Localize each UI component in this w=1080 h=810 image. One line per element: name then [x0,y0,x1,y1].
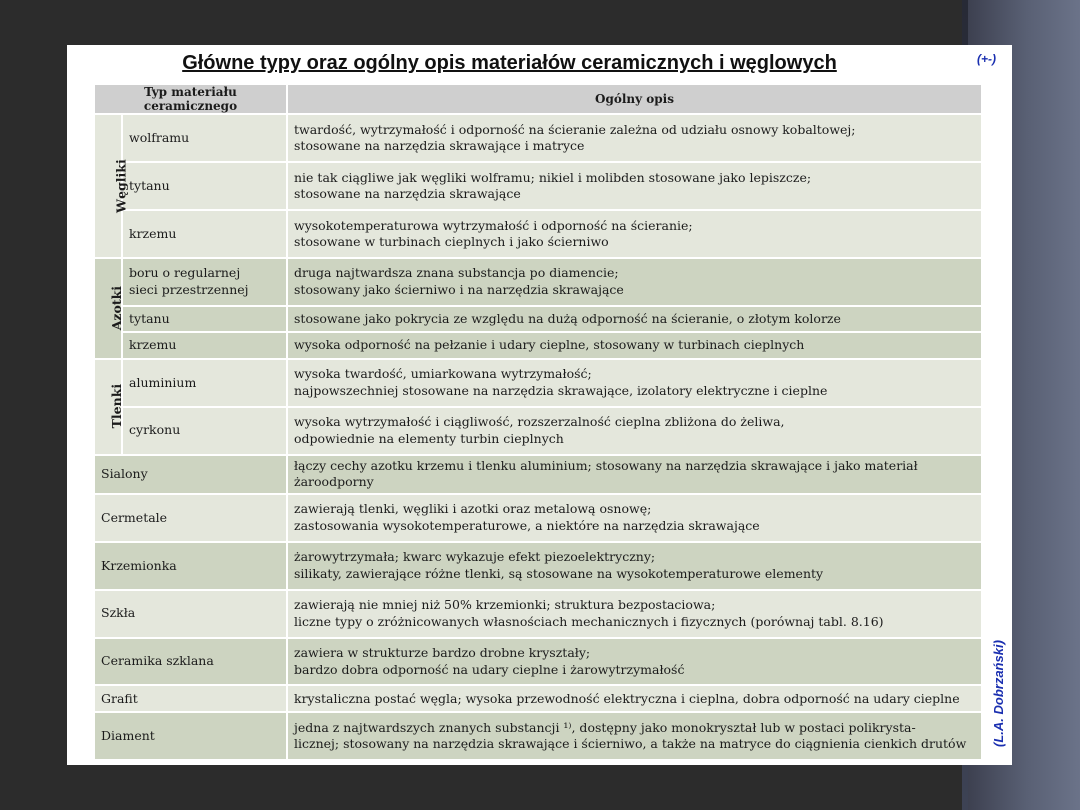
table-row [94,332,982,359]
table-row [94,638,982,686]
table-header-row [94,84,982,114]
material-name: Krzemionka [94,542,287,590]
table-row [94,590,982,638]
material-description: zawierają tlenki, węgliki i azotki oraz metalową osnowę; zastosowania wysokotemperaturowe, a niektóre na narzędzia skrawające [287,494,982,542]
table-row [94,258,982,306]
material-name: wolframu [122,114,287,162]
material-name: tytanu [122,162,287,210]
header-material-type: Typ materiału ceramicznego [94,84,287,114]
table-row [94,306,982,333]
material-name: boru o regularnej sieci przestrzennej [122,258,287,306]
table-row [94,455,982,494]
material-name: Cermetale [94,494,287,542]
group-label-tlenki: Tlenki [94,359,122,455]
material-description: jedna z najtwardszych znanych substancji ¹⁾, dostępny jako monokryształ lub w postaci polikrysta- licznej; stosowany na narzędzia skrawające i ścierniwo, a także na matryce do ciągnienia cienkich drutów [287,712,982,760]
table-row [94,712,982,760]
material-name: Szkła [94,590,287,638]
material-description: stosowane jako pokrycia ze względu na dużą odporność na ścieranie, o złotym kolorze [287,306,982,333]
material-description: zawiera w strukturze bardzo drobne kryształy; bardzo dobra odporność na udary cieplne i żarowytrzymałość [287,638,982,686]
table-row [94,407,982,455]
slide-title: Główne typy oraz ogólny opis materiałów ceramicznych i węglowych [182,52,837,74]
material-name: tytanu [122,306,287,333]
table-row [94,162,982,210]
table-row [94,542,982,590]
slide [67,45,1012,765]
materials-table [93,83,983,761]
table-row [94,494,982,542]
material-name: aluminium [122,359,287,407]
material-description: nie tak ciągliwe jak węgliki wolframu; nikiel i molibden stosowane jako lepiszcze; stosowane na narzędzia skrawające [287,162,982,210]
table-row [94,114,982,162]
material-description: wysoka odporność na pełzanie i udary cieplne, stosowany w turbinach cieplnych [287,332,982,359]
material-description: zawierają nie mniej niż 50% krzemionki; struktura bezpostaciowa; liczne typy o zróżnicowanych własnościach mechanicznych i fizycznych (porównaj tabl. 8.16) [287,590,982,638]
material-description: wysokotemperaturowa wytrzymałość i odporność na ścieranie; stosowane w turbinach cieplnych i jako ścierniwo [287,210,982,258]
corner-mark: (+-) [977,52,996,66]
group-label-wegliki: Węgliki [94,114,122,258]
material-description: łączy cechy azotku krzemu i tlenku aluminium; stosowany na narzędzia skrawające i jako materiał żaroodporny [287,455,982,494]
material-description: twardość, wytrzymałość i odporność na ścieranie zależna od udziału osnowy kobaltowej; stosowane na narzędzia skrawające i matryce [287,114,982,162]
group-label-azotki: Azotki [94,258,122,359]
material-name: Diament [94,712,287,760]
material-name: Ceramika szklana [94,638,287,686]
material-name: Grafit [94,685,287,712]
material-description: druga najtwardsza znana substancja po diamencie; stosowany jako ścierniwo i na narzędzia skrawające [287,258,982,306]
table-row [94,359,982,407]
material-description: żarowytrzymała; kwarc wykazuje efekt piezoelektryczny; silikaty, zawierające różne tlenki, są stosowane na wysokotemperaturowe elementy [287,542,982,590]
author-credit: (L.A. Dobrzański) [991,640,1006,747]
material-name: Sialony [94,455,287,494]
material-description: krystaliczna postać węgla; wysoka przewodność elektryczna i cieplna, dobra odporność na udary cieplne [287,685,982,712]
material-description: wysoka wytrzymałość i ciągliwość, rozszerzalność cieplna zbliżona do żeliwa, odpowiednie na elementy turbin cieplnych [287,407,982,455]
material-description: wysoka twardość, umiarkowana wytrzymałość; najpowszechniej stosowane na narzędzia skrawające, izolatory elektryczne i cieplne [287,359,982,407]
header-description: Ogólny opis [287,84,982,114]
material-name: krzemu [122,332,287,359]
table-row [94,210,982,258]
material-name: krzemu [122,210,287,258]
material-name: cyrkonu [122,407,287,455]
table-row [94,685,982,712]
